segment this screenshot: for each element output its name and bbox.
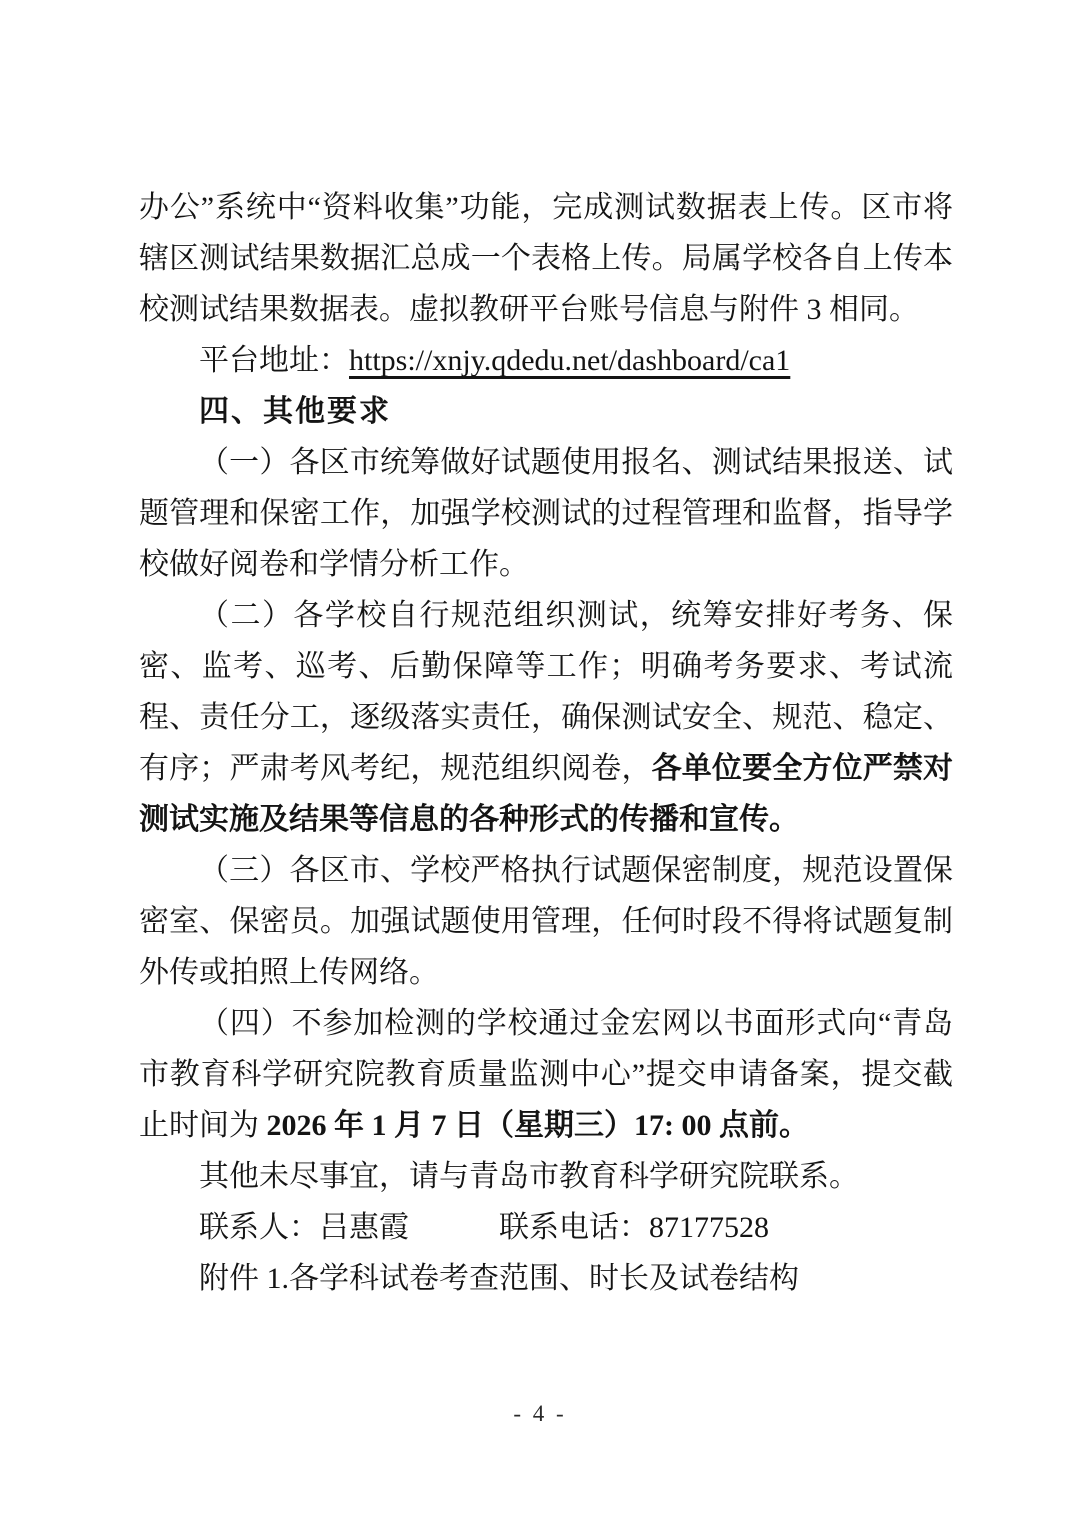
para-upload-continuation (139, 182, 953, 335)
text-run: （四）不参加检测的学校通过金宏网以书面形式向“青岛市教育科学研究院教育质量监测中心”提交申请备案，提交截止时间为 (139, 1007, 953, 1142)
para-attachment-one (139, 1253, 953, 1304)
para-contact-note (139, 1151, 953, 1202)
para-item-two (139, 590, 953, 845)
document-body (139, 182, 953, 1304)
text-run: （二）各学校自行规范组织测试，统筹安排好考务、保密、监考、巡考、后勤保障等工作；明确考务要求、考试流程、责任分工，逐级落实责任，确保测试安全、规范、稳定、有序；严肃考风考纪，规范组织阅卷， (139, 599, 953, 785)
para-item-one (139, 437, 953, 590)
text-run: 平台地址： (199, 344, 349, 377)
text-run: （三）各区市、学校严格执行试题保密制度，规范设置保密室、保密员。加强试题使用管理，任何时段不得将试题复制外传或拍照上传网络。 (139, 854, 953, 989)
text-run: 其他未尽事宜，请与青岛市教育科学研究院联系。 (199, 1160, 859, 1193)
platform-url-link[interactable]: https://xnjy.qdedu.net/dashboard/ca1 (349, 344, 791, 377)
text-run: 四、其他要求 (199, 395, 391, 428)
heading-section-four (139, 386, 953, 437)
text-run: 各单位要全方位严禁对测试实施及结果等信息的各种形式的传播和宣传。 (139, 752, 954, 836)
para-item-three (139, 845, 953, 998)
para-contact-info (139, 1202, 953, 1253)
text-run: 附件 1.各学科试卷考查范围、时长及试卷结构 (199, 1262, 799, 1295)
text-run: （一）各区市统筹做好试题使用报名、测试结果报送、试题管理和保密工作，加强学校测试的过程管理和监督，指导学校做好阅卷和学情分析工作。 (139, 446, 953, 581)
para-item-four (139, 998, 953, 1151)
text-run: 办公”系统中“资料收集”功能，完成测试数据表上传。区市将辖区测试结果数据汇总成一个表格上传。局属学校各自上传本校测试结果数据表。虚拟教研平台账号信息与附件 3 相同。 (139, 191, 953, 326)
text-run: 联系人：吕惠霞 联系电话：87177528 (199, 1211, 769, 1244)
text-run: 2026 年 1 月 7 日（星期三）17: 00 点前。 (266, 1109, 809, 1142)
para-platform-address (139, 335, 953, 386)
page-number: - 4 - (513, 1401, 567, 1426)
